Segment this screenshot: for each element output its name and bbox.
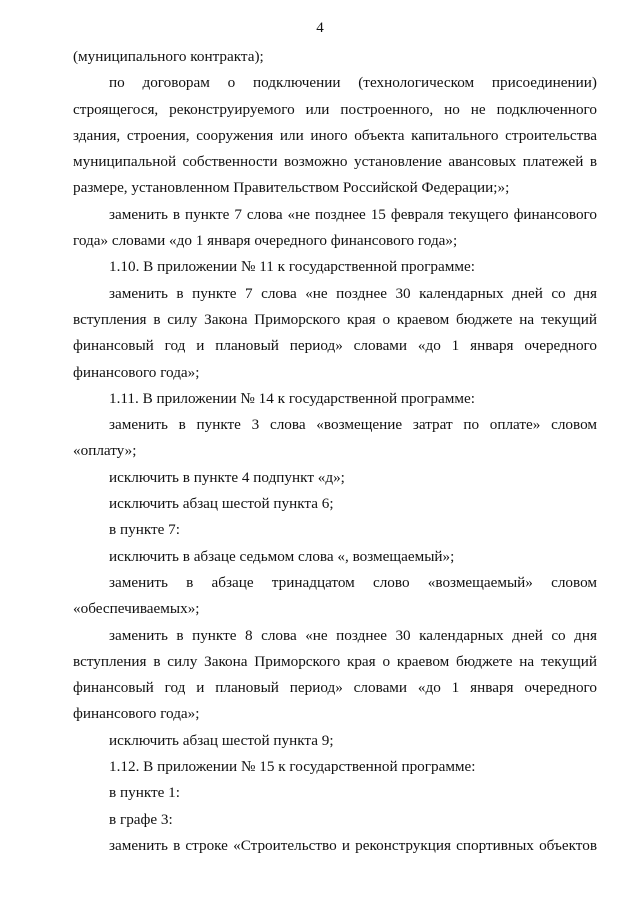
- text-line: 1.11. В приложении № 14 к государственной программе:: [109, 389, 475, 407]
- text-line: года» словами «до 1 января очередного финансового года»;: [73, 232, 458, 250]
- text-line: здания, строения, сооружения или иного объекта капитального строительства: [73, 126, 597, 144]
- text-line: исключить абзац шестой пункта 6;: [109, 495, 334, 513]
- text-line: заменить в абзаце тринадцатом слово «возмещаемый» словом: [109, 573, 597, 591]
- page-number: 4: [316, 20, 324, 36]
- text-line: заменить в пункте 3 слова «возмещение затрат по оплате» словом: [109, 416, 597, 434]
- text-line: «оплату»;: [73, 442, 137, 460]
- text-line: в графе 3:: [109, 810, 173, 828]
- text-line: в пункте 7:: [109, 521, 180, 539]
- text-line: финансового года»;: [73, 705, 200, 723]
- text-line: (муниципального контракта);: [73, 48, 264, 65]
- text-line: 1.12. В приложении № 15 к государственной программе:: [109, 758, 476, 776]
- text-line: исключить в пункте 4 подпункт «д»;: [109, 468, 345, 486]
- text-line: заменить в пункте 8 слова «не позднее 30 календарных дней со дня: [109, 626, 597, 644]
- text-line: «обеспечиваемых»;: [73, 600, 200, 618]
- text-line: строящегося, реконструируемого или построенного, но не подключенного: [73, 100, 597, 118]
- text-line: исключить абзац шестой пункта 9;: [109, 731, 334, 749]
- text-line: по договорам о подключении (технологическом присоединении): [109, 74, 597, 92]
- text-line: финансовый год и плановый период» словами «до 1 января очередного: [73, 679, 597, 697]
- text-line: заменить в строке «Строительство и реконструкция спортивных объектов: [109, 836, 597, 854]
- text-line: финансовый год и плановый период» словами «до 1 января очередного: [73, 337, 597, 355]
- text-line: 1.10. В приложении № 11 к государственной программе:: [109, 258, 475, 276]
- text-line: муниципальной собственности возможно установление авансовых платежей в: [73, 153, 597, 171]
- text-line: в пункте 1:: [109, 784, 180, 802]
- text-line: заменить в пункте 7 слова «не позднее 30 календарных дней со дня: [109, 284, 597, 302]
- document-body: [73, 44, 597, 859]
- text-line: размере, установленном Правительством Российской Федерации;»;: [73, 179, 510, 197]
- text-line: исключить в абзаце седьмом слова «, возмещаемый»;: [109, 547, 455, 565]
- text-line: заменить в пункте 7 слова «не позднее 15 февраля текущего финансового: [109, 205, 597, 223]
- text-line: вступления в силу Закона Приморского края о краевом бюджете на текущий: [73, 310, 597, 328]
- text-line: вступления в силу Закона Приморского края о краевом бюджете на текущий: [73, 652, 597, 670]
- text-line: финансового года»;: [73, 363, 200, 381]
